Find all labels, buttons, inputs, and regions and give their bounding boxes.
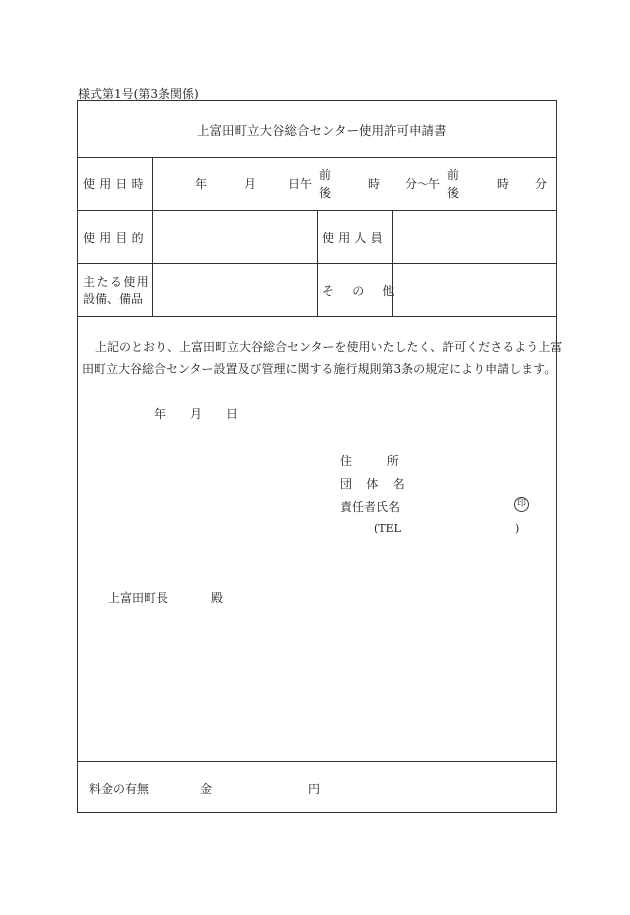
fee-label: 料金の有無 — [89, 782, 150, 796]
hour-unit-2: 時 — [497, 177, 510, 191]
usage-purpose-label: 使用目的 — [83, 231, 148, 245]
fee-yen: 円 — [308, 782, 321, 796]
equipment-label-line2: 設備、備品 — [83, 292, 144, 306]
am-option[interactable]: 前 — [319, 168, 332, 182]
hour-unit: 時 — [368, 177, 381, 191]
tel-close: ) — [515, 522, 520, 535]
row-divider — [78, 316, 556, 317]
application-year: 年 — [154, 407, 167, 421]
attendee-count-label: 使用人員 — [322, 231, 387, 245]
minute-range-unit: 分〜 — [405, 177, 430, 191]
application-statement-line2: 田町立大谷総合センター設置及び管理に関する施行規則第3条の規定により申請します。 — [82, 362, 557, 376]
equipment-label-line1: 主たる使用 — [83, 275, 151, 289]
noon-unit: 午 — [300, 177, 313, 191]
fee-kin: 金 — [200, 782, 213, 796]
minute-unit: 分 — [535, 177, 548, 191]
day-unit: 日 — [288, 177, 301, 191]
form-title: 上富田町立大谷総合センター使用許可申請書 — [197, 123, 447, 138]
other-field[interactable] — [392, 263, 555, 315]
am-option-2[interactable]: 前 — [447, 168, 460, 182]
month-unit: 月 — [244, 177, 257, 191]
address-label: 住 所 — [340, 454, 403, 468]
attendee-count-field[interactable] — [392, 210, 555, 262]
usage-datetime-label: 使用日時 — [83, 177, 148, 191]
usage-purpose-field[interactable] — [152, 210, 315, 262]
column-divider — [317, 210, 318, 316]
application-day: 日 — [226, 407, 239, 421]
representative-label: 責任者氏名 — [340, 500, 401, 514]
row-divider — [78, 157, 556, 158]
organization-label: 団 体 名 — [340, 477, 407, 491]
year-unit: 年 — [195, 177, 208, 191]
other-label: そ の 他 — [322, 284, 402, 298]
addressee: 上富田町長 — [108, 591, 169, 605]
seal-mark: 印 — [514, 497, 529, 512]
noon-unit-2: 午 — [428, 177, 441, 191]
tel-open: (TEL — [374, 522, 401, 535]
row-divider — [78, 761, 556, 762]
pm-option-2[interactable]: 後 — [447, 186, 460, 200]
application-form — [77, 100, 557, 813]
application-statement-line1: 上記のとおり、上富田町立大谷総合センターを使用いたしたく、許可くださるよう上富 — [95, 340, 563, 354]
pm-option[interactable]: 後 — [319, 186, 332, 200]
application-month: 月 — [190, 407, 203, 421]
form-number: 様式第1号(第3条関係) — [78, 87, 199, 101]
honorific: 殿 — [211, 591, 224, 605]
equipment-field[interactable] — [152, 263, 315, 315]
